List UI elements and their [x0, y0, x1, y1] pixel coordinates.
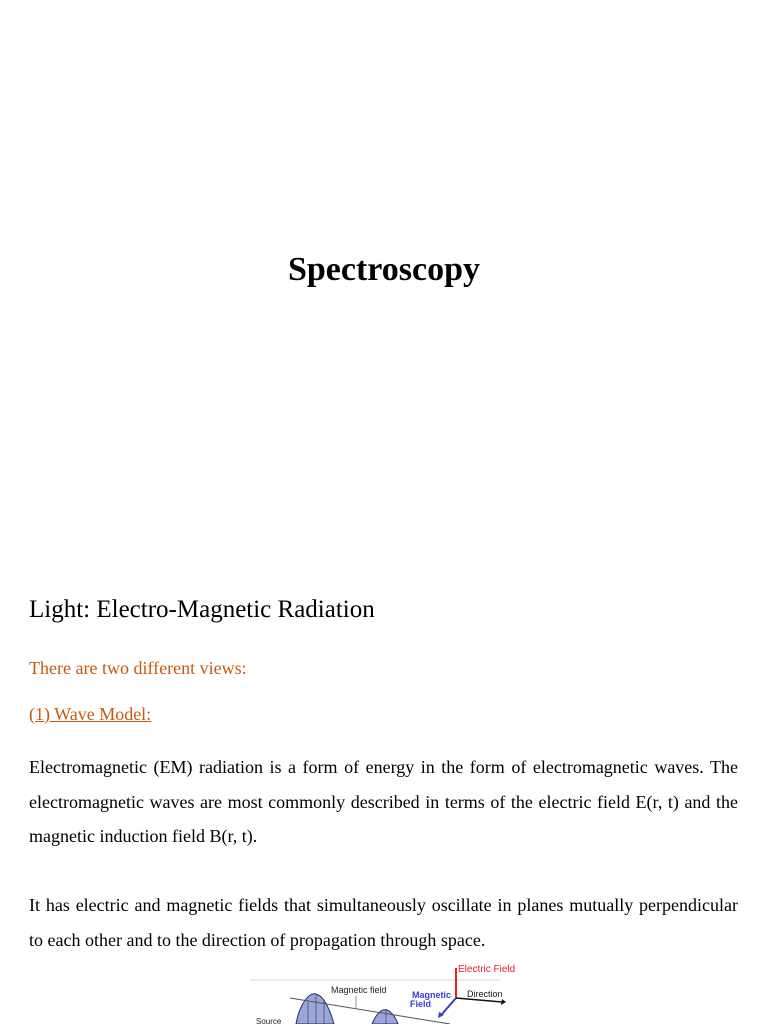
em-wave-figure [250, 962, 530, 1024]
em-wave-diagram [250, 962, 530, 1024]
magnetic-field-axis-label-line2: Field [410, 999, 432, 1009]
section-heading: Light: Electro-Magnetic Radiation [29, 596, 375, 623]
views-intro: There are two different views: [29, 658, 247, 678]
paragraph-field-oscillation: It has electric and magnetic fields that simultaneously oscillate in planes mutually perpendicular to each other and to the direction of propagation through space. [29, 895, 738, 950]
page-title: Spectroscopy [287, 251, 481, 288]
magnetic-field-axis [442, 998, 456, 1014]
wave-lobe-1 [296, 994, 334, 1024]
paragraph-em-radiation: Electromagnetic (EM) radiation is a form of energy in the form of electromagnetic waves. The electromagnetic waves are most commonly described in terms of the electric field E(r, t) and the magnetic induction field B(r, t). [29, 757, 738, 846]
magnetic-field-axis-label-line1: Magnetic [412, 990, 452, 1000]
wave-model-heading: (1) Wave Model: [29, 704, 152, 724]
electric-field-label: Electric Field [458, 964, 516, 975]
direction-arrowhead [501, 999, 506, 1005]
direction-label: Direction [467, 989, 503, 999]
magnetic-field-wave-label: Magnetic field [331, 985, 387, 995]
source-label: Source [256, 1017, 282, 1024]
